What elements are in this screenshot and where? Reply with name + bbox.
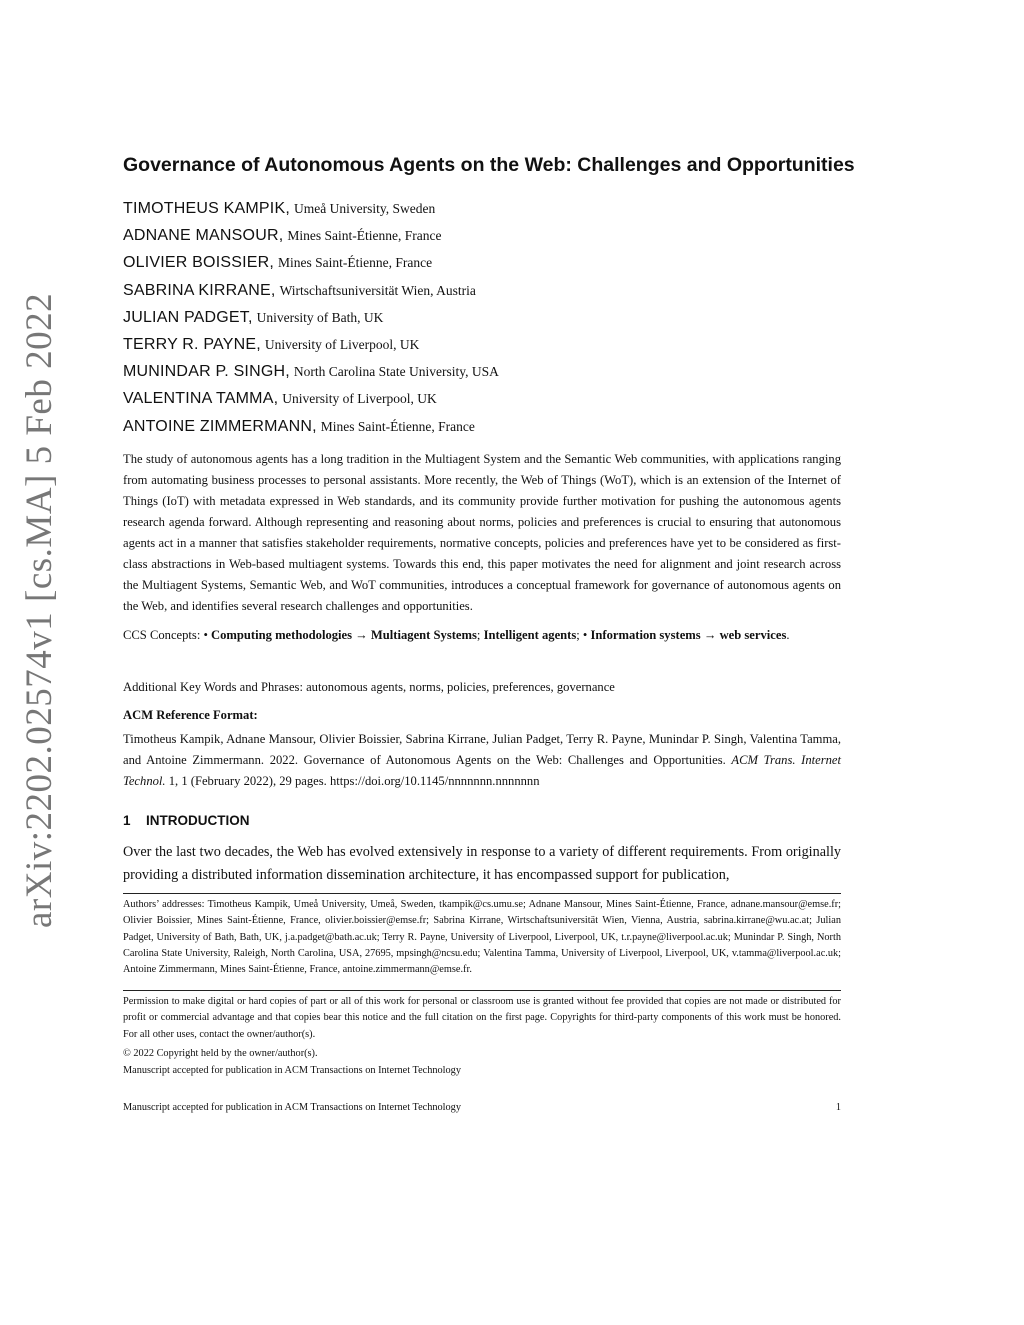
author-addresses-footnote: Authors’ addresses: Timotheus Kampik, Umeå University, Umeå, Sweden, tkampik@cs.umu.se; Adnane Mansour, Mines Saint-Étienne, France, adnane.mansour@emse.fr; Olivier Boissier, Mines Saint-Étienne, France, olivier.boissier@emse.fr; Sabrina Kirrane, Wirtschaftsuniversität Wien, Vienna, Austria, sabrina.kirrane@wu.ac.at; Julian Padget, University of Bath, Bath, UK, j.a.padget@bath.ac.uk; Terry R. Payne, University of Liverpool, Liverpool, UK, t.r.payne@liverpool.ac.uk; Munindar P. Singh, North Carolina State University, Raleigh, North Carolina, USA, 27695, mpsingh@ncsu.edu; Valentina Tamma, University of Liverpool, Liverpool, UK, v.tamma@liverpool.ac.uk; Antoine Zimmermann, Mines Saint-Étienne, France, antoine.zimmermann@emse.fr. bbox=[123, 899, 841, 976]
keywords-line: Additional Key Words and Phrases: autonomous agents, norms, policies, preferences, governance bbox=[123, 680, 615, 694]
author-entry bbox=[123, 198, 841, 225]
permission-divider bbox=[123, 990, 841, 991]
section-number: 1 bbox=[123, 813, 131, 828]
author-name: ANTOINE ZIMMERMANN, bbox=[123, 417, 317, 435]
abstract-paragraph: The study of autonomous agents has a long tradition in the Multiagent System and the Semantic Web communities, with applications ranging from automating business processes to personal assistants. More recently, the Web of Things (WoT), which is an extension of the Internet of Things (IoT) with metadata expressed in Web standards, and its community provide further motivation for pushing the autonomous agents research agenda forward. Although representing and reasoning about norms, policies and preferences is crucial to ensuring that autonomous agents act in a manner that satisfies stakeholder requirements, normative concepts, policies and preferences have yet to be considered as first-class abstractions in Web-based multiagent systems. Towards this end, this paper motivates the need for alignment and joint research across the Multiagent Systems, Semantic Web, and WoT communities, introduces a conceptual framework for governance of autonomous agents on the Web, and identifies several research challenges and opportunities. bbox=[123, 452, 841, 613]
permission-notice: Permission to make digital or hard copies of part or all of this work for personal or classroom use is granted without fee provided that copies are not made or distributed for profit or commercial advantage and that copies bear this notice and the full citation on the first page. Copyrights for third-party components of this work must be honored. For all other uses, contact the owner/author(s). bbox=[123, 996, 841, 1040]
ccs-concept: Computing methodologies → Multiagent Systems bbox=[211, 628, 477, 642]
author-affiliation: University of Liverpool, UK bbox=[264, 336, 420, 352]
ccs-label: CCS Concepts: • bbox=[123, 628, 212, 642]
author-affiliation: North Carolina State University, USA bbox=[293, 364, 499, 380]
ccs-separator: ; • bbox=[576, 628, 591, 642]
page-footer bbox=[123, 1100, 841, 1116]
acm-reference-tail: 1, 1 (February 2022), 29 pages. https://doi.org/10.1145/nnnnnnn.nnnnnnn bbox=[165, 774, 540, 788]
author-entry bbox=[123, 388, 841, 415]
paper-title: Governance of Autonomous Agents on the Web: Challenges and Opportunities bbox=[123, 154, 855, 176]
section-heading bbox=[123, 813, 250, 828]
acm-reference-heading: ACM Reference Format: bbox=[123, 708, 258, 722]
author-entry bbox=[123, 361, 841, 388]
acm-reference-citation: Timotheus Kampik, Adnane Mansour, Olivier Boissier, Sabrina Kirrane, Julian Padget, Terry R. Payne, Munindar P. Singh, Valentina Tamma, and Antoine Zimmermann. 2022. Governance of Autonomous Agents on the Web: Challenges and Opportunities. bbox=[123, 732, 841, 767]
author-list bbox=[123, 198, 841, 443]
author-name: MUNINDAR P. SINGH, bbox=[123, 363, 290, 381]
author-entry bbox=[123, 225, 841, 252]
copyright-notice: © 2022 Copyright held by the owner/author(s). bbox=[123, 1048, 318, 1059]
author-affiliation: Wirtschaftsuniversität Wien, Austria bbox=[279, 282, 476, 298]
introduction-paragraph: Over the last two decades, the Web has evolved extensively in response to a variety of different requirements. From originally providing a distributed information dissemination architecture, it has encompassed support for publication, bbox=[123, 844, 841, 883]
author-affiliation: Mines Saint-Étienne, France bbox=[320, 418, 475, 434]
footnote-divider bbox=[123, 893, 841, 894]
author-affiliation: Umeå University, Sweden bbox=[293, 201, 436, 216]
acm-reference-journal: ACM Trans. Internet Technol. bbox=[123, 753, 842, 788]
author-name: TIMOTHEUS KAMPIK, bbox=[123, 200, 290, 217]
author-affiliation: University of Liverpool, UK bbox=[282, 391, 437, 407]
page-number: 1 bbox=[835, 1102, 841, 1113]
section-title: INTRODUCTION bbox=[146, 813, 250, 828]
author-entry bbox=[123, 252, 841, 279]
ccs-concept: Information systems → web services bbox=[590, 628, 787, 642]
author-affiliation: Mines Saint-Étienne, France bbox=[278, 255, 433, 271]
ccs-concept: Intelligent agents bbox=[483, 628, 577, 642]
arxiv-identifier-stamp: arXiv:2202.02574v1 [cs.MA] 5 Feb 2022 bbox=[19, 292, 60, 928]
author-entry bbox=[123, 280, 841, 307]
author-name: OLIVIER BOISSIER, bbox=[123, 254, 275, 272]
author-name: TERRY R. PAYNE, bbox=[123, 335, 261, 353]
acm-reference-text bbox=[123, 729, 841, 792]
footer-journal-note: Manuscript accepted for publication in ACM Transactions on Internet Technology bbox=[123, 1102, 461, 1113]
author-name: SABRINA KIRRANE, bbox=[123, 281, 276, 299]
accepted-note: Manuscript accepted for publication in ACM Transactions on Internet Technology bbox=[123, 1065, 461, 1076]
author-entry bbox=[123, 416, 841, 443]
author-name: ADNANE MANSOUR, bbox=[123, 227, 284, 245]
author-entry bbox=[123, 334, 841, 361]
author-affiliation: University of Bath, UK bbox=[256, 309, 384, 325]
author-name: VALENTINA TAMMA, bbox=[123, 390, 279, 408]
ccs-end: . bbox=[786, 628, 790, 642]
ccs-concepts bbox=[123, 625, 841, 646]
author-name: JULIAN PADGET, bbox=[123, 308, 253, 326]
author-affiliation: Mines Saint-Étienne, France bbox=[287, 228, 442, 244]
ccs-separator: ; bbox=[476, 628, 484, 642]
author-entry bbox=[123, 307, 841, 334]
